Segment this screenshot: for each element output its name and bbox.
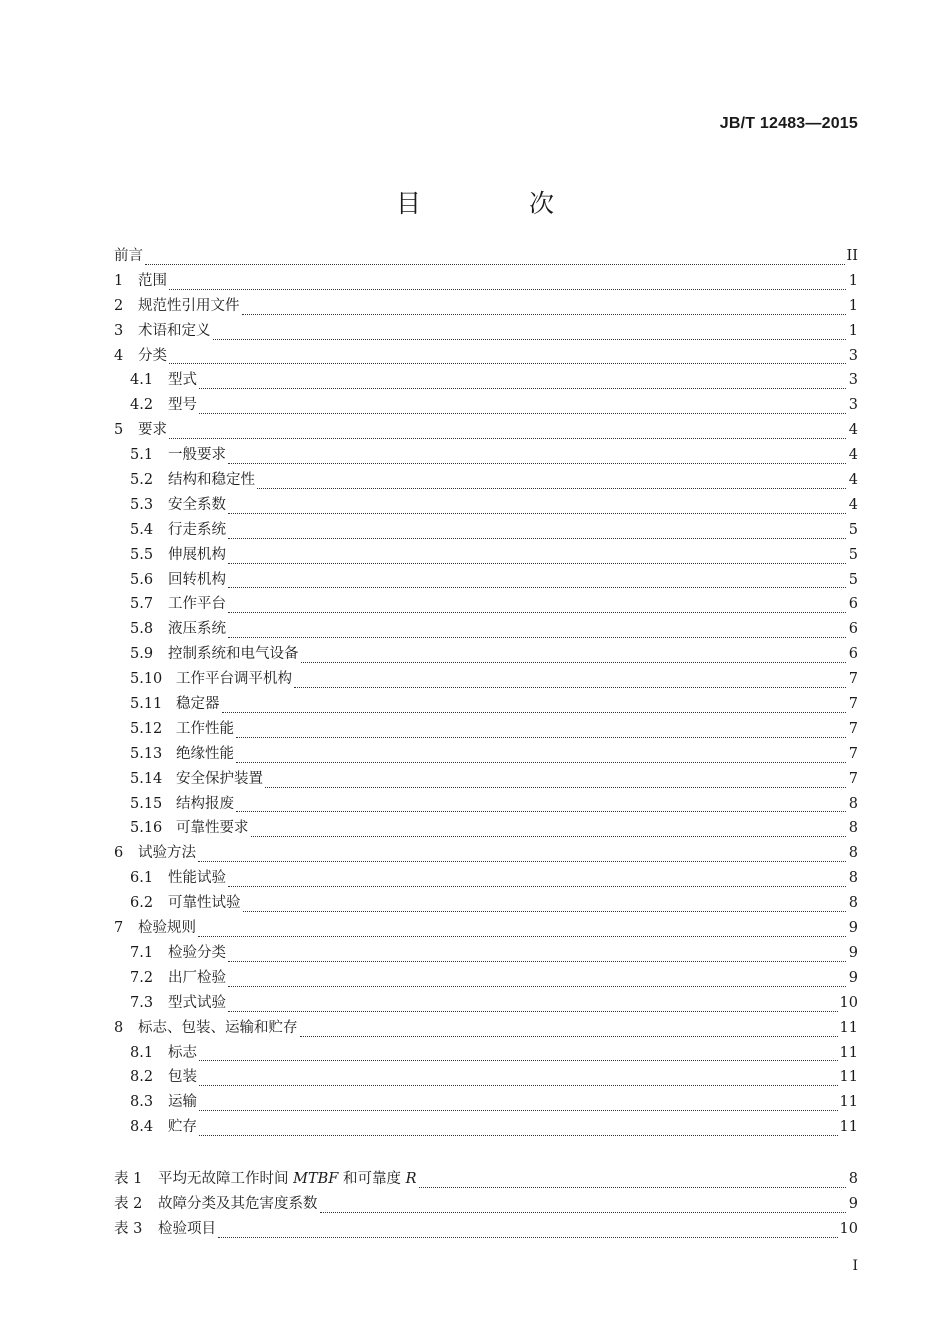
toc-entry-page: 4 — [848, 472, 858, 489]
toc-entry-number: 5.9 — [130, 646, 154, 663]
dot-leader — [213, 339, 847, 340]
table-entry-title-part: R — [405, 1171, 417, 1187]
toc-entry-number: 8.1 — [130, 1044, 154, 1061]
toc-entry-title: 伸展机构 — [168, 546, 226, 563]
toc-entry-page: 6 — [848, 596, 858, 613]
toc-entry-page: 7 — [848, 696, 858, 713]
dot-leader — [228, 463, 846, 464]
table-entry-page: 9 — [848, 1195, 858, 1212]
toc-entry-title: 检验分类 — [168, 944, 226, 961]
toc-entry[interactable] — [114, 294, 858, 319]
toc-entry-page: 5 — [848, 546, 858, 563]
toc-entry-title: 一般要求 — [168, 447, 226, 464]
toc-entry-title: 试验方法 — [138, 845, 196, 862]
table-entry-number: 表 1 — [114, 1171, 143, 1187]
toc-entry-title: 结构和稳定性 — [168, 472, 255, 489]
dot-leader — [228, 961, 846, 962]
table-list-entry[interactable] — [114, 1192, 858, 1217]
dot-leader — [228, 538, 846, 539]
toc-entry[interactable] — [114, 493, 858, 518]
toc-entry[interactable] — [114, 966, 858, 991]
toc-entry-page: 10 — [839, 994, 858, 1011]
toc-entry-title: 工作平台调平机构 — [176, 671, 292, 688]
toc-entry-number: 4 — [114, 347, 124, 364]
toc-entry-number: 2 — [114, 297, 124, 314]
toc-entry-title: 范围 — [138, 272, 167, 289]
toc-entry[interactable] — [114, 941, 858, 966]
toc-entry-title: 术语和定义 — [138, 322, 211, 339]
toc-entry-page: 11 — [839, 1019, 858, 1036]
toc-entry-page: 1 — [848, 322, 858, 339]
dot-leader — [228, 563, 846, 564]
toc-entry-title: 安全系数 — [168, 496, 226, 513]
table-entry-page: 10 — [839, 1220, 858, 1237]
toc-entry[interactable] — [114, 1041, 858, 1066]
dot-leader — [228, 513, 846, 514]
toc-entry[interactable] — [114, 269, 858, 294]
toc-entry[interactable] — [114, 767, 858, 792]
table-entry-title-part: MTBF — [293, 1171, 339, 1187]
table-entry-title-part: 平均无故障工作时间 — [158, 1171, 294, 1187]
toc-entry-page: 7 — [848, 745, 858, 762]
table-entry-title — [158, 1217, 216, 1238]
toc-entry-number: 8.3 — [130, 1094, 154, 1111]
toc-entry-number: 7.2 — [130, 969, 154, 986]
toc-entry-number: 6 — [114, 845, 124, 862]
toc-entry-number: 5.10 — [130, 671, 163, 688]
toc-entry-page: 4 — [848, 422, 858, 439]
dot-leader — [199, 1085, 838, 1086]
toc-entry[interactable] — [114, 468, 858, 493]
table-entry-title-part: 检验项目 — [158, 1220, 216, 1237]
dot-leader — [265, 787, 846, 788]
toc-entry-title: 结构报废 — [176, 795, 234, 812]
toc-entry-title: 规范性引用文件 — [138, 297, 240, 314]
toc-entry-number: 5.12 — [130, 720, 163, 737]
toc-entry-title: 型式试验 — [168, 994, 226, 1011]
toc-entry[interactable] — [114, 916, 858, 941]
toc-entry-number: 6.2 — [130, 895, 154, 912]
toc-entry-number: 8.4 — [130, 1119, 154, 1136]
toc-entry-page: 8 — [848, 795, 858, 812]
toc-entry-number: 3 — [114, 322, 124, 339]
toc-entry[interactable] — [114, 692, 858, 717]
toc-entry-page: 3 — [848, 347, 858, 364]
toc-entry-page: 8 — [848, 845, 858, 862]
toc-entry-page: 11 — [839, 1069, 858, 1086]
toc-entry-number: 5.8 — [130, 621, 154, 638]
dot-leader — [251, 836, 847, 837]
toc-entry-page: 8 — [848, 820, 858, 837]
dot-leader — [301, 662, 847, 663]
toc-entry-page: II — [846, 248, 858, 264]
toc-entry-number: 4.1 — [130, 372, 154, 389]
toc-entry-title: 行走系统 — [168, 521, 226, 538]
toc-entry-page: 3 — [848, 372, 858, 389]
toc-entry-page: 4 — [848, 496, 858, 513]
toc-entry[interactable] — [114, 792, 858, 817]
dot-leader — [294, 687, 846, 688]
toc-entry-number: 1 — [114, 272, 124, 289]
table-of-contents — [114, 244, 858, 1140]
page-title: 目 次 — [396, 189, 604, 218]
dot-leader — [222, 712, 847, 713]
dot-leader — [228, 986, 846, 987]
toc-entry-number: 5.16 — [130, 820, 163, 837]
table-entry-title-part: 故障分类及其危害度系数 — [158, 1195, 318, 1212]
dot-leader — [228, 1011, 838, 1012]
table-list-entry[interactable] — [114, 1167, 858, 1192]
table-entry-number: 表 3 — [114, 1220, 143, 1237]
toc-entry-page: 4 — [848, 447, 858, 464]
toc-entry-title: 分类 — [138, 347, 167, 364]
dot-leader — [199, 1110, 838, 1111]
dot-leader — [218, 1237, 838, 1238]
toc-entry-title: 安全保护装置 — [176, 770, 263, 787]
dot-leader — [169, 438, 846, 439]
table-entry-number: 表 2 — [114, 1195, 143, 1212]
toc-entry[interactable] — [114, 717, 858, 742]
toc-entry[interactable] — [114, 1090, 858, 1115]
toc-entry-number: 4.2 — [130, 397, 154, 414]
toc-entry-title: 稳定器 — [176, 696, 220, 713]
toc-entry-page: 9 — [848, 944, 858, 961]
toc-entry-page: 7 — [848, 671, 858, 688]
toc-entry-page: 11 — [839, 1119, 858, 1136]
toc-entry-page: 6 — [848, 646, 858, 663]
toc-entry[interactable] — [114, 816, 858, 841]
table-list-entry[interactable] — [114, 1217, 858, 1242]
toc-entry[interactable] — [114, 841, 858, 866]
toc-entry[interactable] — [114, 667, 858, 692]
toc-entry-number: 5.1 — [130, 447, 154, 464]
toc-entry-number: 5.5 — [130, 546, 154, 563]
dot-leader — [198, 861, 846, 862]
toc-entry[interactable] — [114, 443, 858, 468]
toc-entry[interactable] — [114, 1016, 858, 1041]
toc-entry-title: 标志 — [168, 1044, 197, 1061]
toc-entry[interactable] — [114, 368, 858, 393]
toc-entry-title: 出厂检验 — [168, 969, 226, 986]
toc-entry-number: 5.14 — [130, 770, 163, 787]
toc-entry-title: 型号 — [168, 397, 197, 414]
page-number: I — [852, 1258, 858, 1274]
toc-entry[interactable] — [114, 642, 858, 667]
toc-entry-number: 5.3 — [130, 496, 154, 513]
toc-entry-page: 11 — [839, 1044, 858, 1061]
dot-leader — [236, 762, 846, 763]
toc-entry-page: 8 — [848, 895, 858, 912]
toc-entry-title: 检验规则 — [138, 920, 196, 937]
table-entry-title — [158, 1167, 417, 1188]
toc-entry-title: 可靠性试验 — [168, 895, 241, 912]
dot-leader — [236, 811, 846, 812]
toc-entry-number: 7.1 — [130, 944, 154, 961]
toc-entry-number: 8.2 — [130, 1069, 154, 1086]
toc-entry-number: 7.3 — [130, 994, 154, 1011]
toc-entry-page: 7 — [848, 720, 858, 737]
toc-entry-page: 5 — [848, 521, 858, 538]
toc-entry-page: 7 — [848, 770, 858, 787]
toc-entry-page: 9 — [848, 920, 858, 937]
toc-entry-title: 包装 — [168, 1069, 197, 1086]
toc-entry-title: 可靠性要求 — [176, 820, 249, 837]
toc-entry[interactable] — [114, 1115, 858, 1140]
dot-leader — [300, 1036, 838, 1037]
toc-entry[interactable] — [114, 991, 858, 1016]
toc-entry-number: 5.13 — [130, 745, 163, 762]
toc-entry[interactable] — [114, 1065, 858, 1090]
toc-entry-title: 型式 — [168, 372, 197, 389]
toc-entry-number: 5.2 — [130, 472, 154, 489]
toc-entry-title: 液压系统 — [168, 621, 226, 638]
dot-leader — [199, 1135, 838, 1136]
toc-entry-page: 6 — [848, 621, 858, 638]
dot-leader — [228, 637, 846, 638]
toc-entry-page: 3 — [848, 397, 858, 414]
toc-entry[interactable] — [114, 518, 858, 543]
toc-entry-title: 控制系统和电气设备 — [168, 646, 299, 663]
dot-leader — [242, 314, 847, 315]
toc-entry-number: 5.11 — [130, 696, 163, 713]
toc-entry[interactable] — [114, 244, 858, 269]
toc-entry-title: 标志、包装、运输和贮存 — [138, 1019, 298, 1036]
toc-entry-number: 5.15 — [130, 795, 163, 812]
dot-leader — [145, 264, 845, 265]
toc-entry-number: 8 — [114, 1019, 124, 1036]
toc-entry-title: 运输 — [168, 1094, 197, 1111]
dot-leader — [169, 289, 846, 290]
toc-entry-page: 5 — [848, 571, 858, 588]
dot-leader — [419, 1187, 847, 1188]
toc-entry-page: 8 — [848, 870, 858, 887]
dot-leader — [199, 413, 846, 414]
standard-code: JB/T 12483—2015 — [719, 115, 858, 132]
toc-entry-title: 工作性能 — [176, 720, 234, 737]
toc-entry-number: 5 — [114, 422, 124, 439]
toc-entry[interactable] — [114, 592, 858, 617]
toc-entry-page: 9 — [848, 969, 858, 986]
toc-entry[interactable] — [114, 393, 858, 418]
list-of-tables — [114, 1167, 858, 1242]
toc-entry[interactable] — [114, 891, 858, 916]
dot-leader — [228, 886, 846, 887]
toc-entry-page: 11 — [839, 1094, 858, 1111]
dot-leader — [243, 911, 847, 912]
dot-leader — [199, 1060, 838, 1061]
toc-entry-number: 5.6 — [130, 571, 154, 588]
toc-entry-title: 回转机构 — [168, 571, 226, 588]
toc-entry[interactable] — [114, 418, 858, 443]
dot-leader — [228, 612, 846, 613]
toc-entry[interactable] — [114, 344, 858, 369]
toc-entry-page: 1 — [848, 272, 858, 289]
toc-entry[interactable] — [114, 866, 858, 891]
toc-entry-number: 7 — [114, 920, 124, 937]
toc-entry-title: 贮存 — [168, 1119, 197, 1136]
toc-entry[interactable] — [114, 543, 858, 568]
dot-leader — [257, 488, 846, 489]
toc-entry-number: 5.4 — [130, 521, 154, 538]
toc-entry-title: 前言 — [114, 248, 143, 264]
toc-entry-number: 5.7 — [130, 596, 154, 613]
toc-entry-title: 要求 — [138, 422, 167, 439]
toc-entry[interactable] — [114, 568, 858, 593]
toc-entry[interactable] — [114, 742, 858, 767]
table-entry-title-part: 和可靠度 — [338, 1171, 406, 1187]
toc-entry-number: 6.1 — [130, 870, 154, 887]
toc-entry[interactable] — [114, 319, 858, 344]
dot-leader — [236, 737, 846, 738]
dot-leader — [198, 936, 846, 937]
table-entry-title — [158, 1192, 318, 1213]
toc-entry-page: 1 — [848, 297, 858, 314]
dot-leader — [199, 388, 846, 389]
toc-entry-title: 性能试验 — [168, 870, 226, 887]
toc-entry[interactable] — [114, 617, 858, 642]
toc-entry-title: 工作平台 — [168, 596, 226, 613]
toc-entry-title: 绝缘性能 — [176, 745, 234, 762]
dot-leader — [320, 1212, 847, 1213]
dot-leader — [228, 587, 846, 588]
dot-leader — [169, 363, 846, 364]
table-entry-page: 8 — [848, 1171, 858, 1187]
